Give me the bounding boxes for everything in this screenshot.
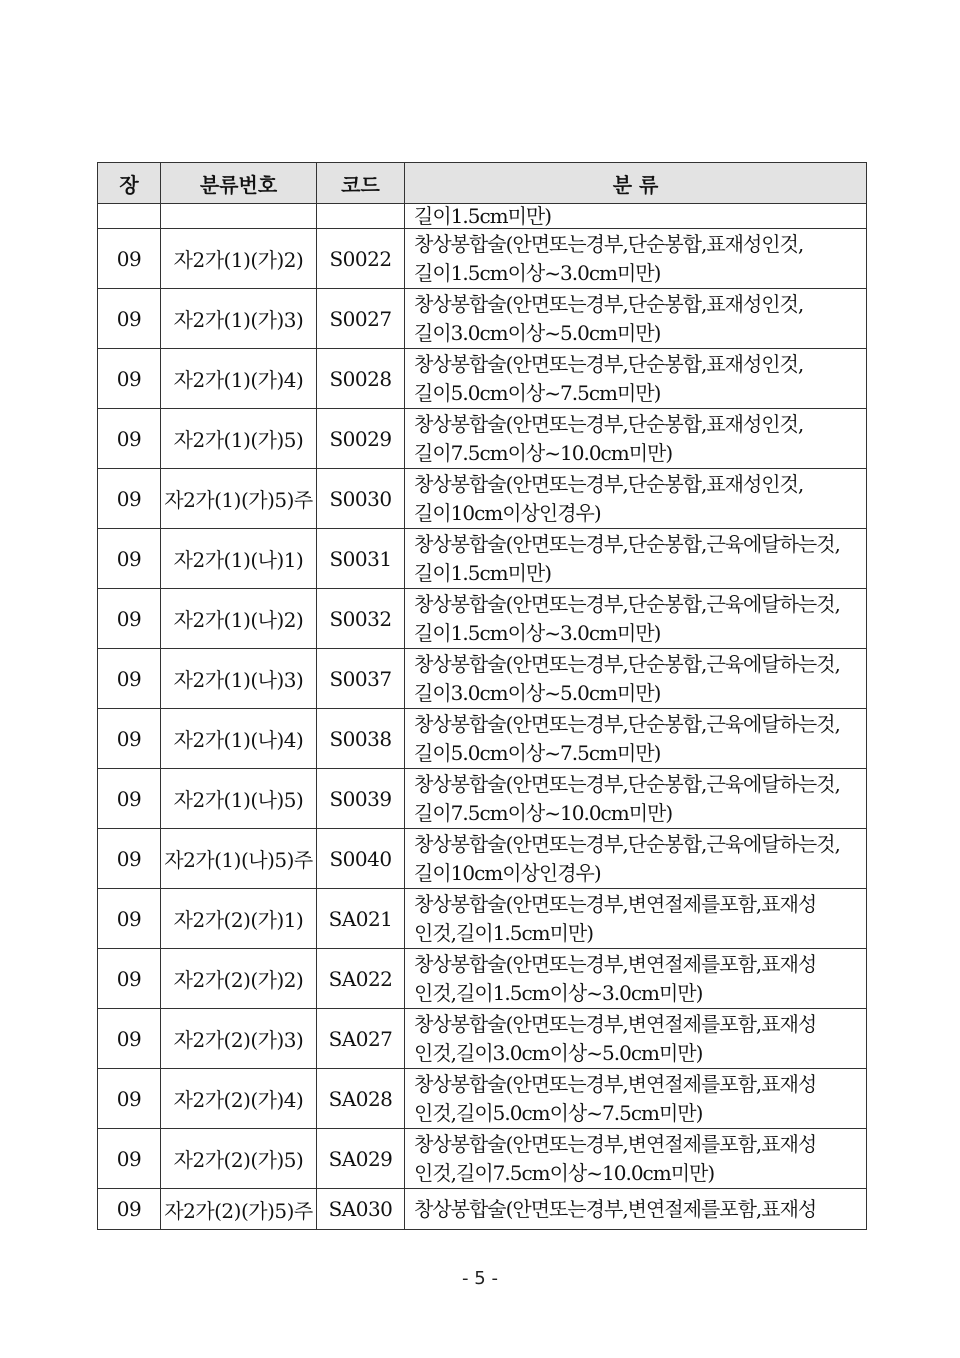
classification-line: 인것,길이3.0cm이상~5.0cm미만) [414, 1041, 703, 1065]
classification-cell [405, 409, 867, 469]
classification-line: 길이5.0cm이상~7.5cm미만) [414, 381, 661, 405]
class-number-cell [161, 204, 317, 229]
code-cell: S0022 [317, 229, 405, 289]
header-code: 코드 [317, 163, 405, 204]
table-header-row [98, 163, 867, 204]
classification-cell [405, 1009, 867, 1069]
code-cell: S0030 [317, 469, 405, 529]
code-cell: S0039 [317, 769, 405, 829]
chapter-cell: 09 [98, 769, 161, 829]
table-row [98, 289, 867, 349]
code-cell: S0038 [317, 709, 405, 769]
classification-line: 창상봉합술(안면또는경부,단순봉합,근육에달하는것, [414, 652, 840, 676]
class-number-cell: 자2가(1)(나)5)주 [161, 829, 317, 889]
code-cell: S0032 [317, 589, 405, 649]
class-number-cell: 자2가(1)(가)2) [161, 229, 317, 289]
classification-line: 창상봉합술(안면또는경부,단순봉합,근육에달하는것, [414, 712, 840, 736]
classification-cell [405, 229, 867, 289]
chapter-cell: 09 [98, 949, 161, 1009]
class-number-cell: 자2가(2)(가)5)주 [161, 1189, 317, 1230]
class-number-cell: 자2가(1)(가)3) [161, 289, 317, 349]
table-row [98, 1189, 867, 1230]
code-cell: S0028 [317, 349, 405, 409]
code-cell: SA027 [317, 1009, 405, 1069]
classification-table [97, 162, 867, 1230]
classification-line: 창상봉합술(안면또는경부,단순봉합,표재성인것, [414, 232, 804, 256]
classification-line: 창상봉합술(안면또는경부,변연절제를포함,표재성 [414, 892, 817, 916]
classification-line: 길이7.5cm이상~10.0cm미만) [414, 441, 673, 465]
code-cell [317, 204, 405, 229]
chapter-cell: 09 [98, 289, 161, 349]
classification-line: 창상봉합술(안면또는경부,변연절제를포함,표재성 [414, 1132, 817, 1156]
table-row [98, 949, 867, 1009]
classification-line: 길이1.5cm미만) [414, 561, 552, 585]
table-row [98, 409, 867, 469]
code-cell: SA028 [317, 1069, 405, 1129]
chapter-cell: 09 [98, 1069, 161, 1129]
classification-cell [405, 469, 867, 529]
table-row [98, 709, 867, 769]
class-number-cell: 자2가(2)(가)5) [161, 1129, 317, 1189]
class-number-cell: 자2가(1)(나)5) [161, 769, 317, 829]
class-number-cell: 자2가(2)(가)2) [161, 949, 317, 1009]
classification-cell [405, 589, 867, 649]
class-number-cell: 자2가(1)(나)1) [161, 529, 317, 589]
chapter-cell: 09 [98, 1189, 161, 1230]
code-cell: SA029 [317, 1129, 405, 1189]
code-cell: S0037 [317, 649, 405, 709]
classification-line: 창상봉합술(안면또는경부,단순봉합,표재성인것, [414, 292, 804, 316]
classification-line: 길이3.0cm이상~5.0cm미만) [414, 321, 661, 345]
class-number-cell: 자2가(1)(나)2) [161, 589, 317, 649]
classification-line: 창상봉합술(안면또는경부,단순봉합,근육에달하는것, [414, 592, 840, 616]
classification-cell [405, 649, 867, 709]
code-cell: S0027 [317, 289, 405, 349]
header-classification: 분 류 [405, 163, 867, 204]
class-number-cell: 자2가(1)(나)3) [161, 649, 317, 709]
classification-line: 창상봉합술(안면또는경부,변연절제를포함,표재성 [414, 1012, 817, 1036]
classification-line: 창상봉합술(안면또는경부,단순봉합,표재성인것, [414, 352, 804, 376]
chapter-cell: 09 [98, 349, 161, 409]
table-row [98, 1069, 867, 1129]
chapter-cell: 09 [98, 469, 161, 529]
classification-cell [405, 889, 867, 949]
class-number-cell: 자2가(2)(가)1) [161, 889, 317, 949]
classification-cell [405, 1189, 867, 1230]
code-cell: SA022 [317, 949, 405, 1009]
table-row [98, 769, 867, 829]
class-number-cell: 자2가(1)(가)4) [161, 349, 317, 409]
page-number: - 5 - [462, 1268, 498, 1289]
classification-cell [405, 529, 867, 589]
class-number-cell: 자2가(2)(가)3) [161, 1009, 317, 1069]
table-row [98, 649, 867, 709]
header-chapter: 장 [98, 163, 161, 204]
classification-line: 인것,길이1.5cm미만) [414, 921, 594, 945]
classification-line: 창상봉합술(안면또는경부,단순봉합,근육에달하는것, [414, 832, 840, 856]
chapter-cell: 09 [98, 829, 161, 889]
table-row [98, 529, 867, 589]
classification-line: 인것,길이5.0cm이상~7.5cm미만) [414, 1101, 703, 1125]
chapter-cell: 09 [98, 649, 161, 709]
classification-line: 길이1.5cm이상~3.0cm미만) [414, 621, 661, 645]
class-number-cell: 자2가(1)(나)4) [161, 709, 317, 769]
chapter-cell [98, 204, 161, 229]
chapter-cell: 09 [98, 1129, 161, 1189]
classification-cell [405, 349, 867, 409]
classification-line: 길이10cm이상인경우) [414, 501, 601, 525]
classification-cell [405, 1129, 867, 1189]
classification-line: 길이10cm이상인경우) [414, 861, 601, 885]
class-number-cell: 자2가(2)(가)4) [161, 1069, 317, 1129]
table-row [98, 889, 867, 949]
table-row [98, 1129, 867, 1189]
code-cell: S0040 [317, 829, 405, 889]
classification-line: 창상봉합술(안면또는경부,단순봉합,표재성인것, [414, 472, 804, 496]
table-row [98, 349, 867, 409]
class-number-cell: 자2가(1)(가)5) [161, 409, 317, 469]
header-class-number: 분류번호 [161, 163, 317, 204]
classification-cell [405, 1069, 867, 1129]
class-number-cell: 자2가(1)(가)5)주 [161, 469, 317, 529]
classification-cell [405, 829, 867, 889]
classification-cell [405, 204, 867, 229]
code-cell: SA030 [317, 1189, 405, 1230]
classification-line: 길이7.5cm이상~10.0cm미만) [414, 801, 673, 825]
code-cell: S0029 [317, 409, 405, 469]
table-row [98, 589, 867, 649]
classification-line: 길이3.0cm이상~5.0cm미만) [414, 681, 661, 705]
chapter-cell: 09 [98, 529, 161, 589]
classification-cell [405, 949, 867, 1009]
table-row [98, 469, 867, 529]
classification-line: 인것,길이7.5cm이상~10.0cm미만) [414, 1161, 715, 1185]
classification-line: 길이5.0cm이상~7.5cm미만) [414, 741, 661, 765]
classification-cell [405, 769, 867, 829]
classification-line: 길이1.5cm이상~3.0cm미만) [414, 261, 661, 285]
chapter-cell: 09 [98, 409, 161, 469]
table-row [98, 204, 867, 229]
classification-cell [405, 709, 867, 769]
classification-line: 인것,길이1.5cm이상~3.0cm미만) [414, 981, 703, 1005]
chapter-cell: 09 [98, 709, 161, 769]
classification-cell [405, 289, 867, 349]
classification-line: 창상봉합술(안면또는경부,변연절제를포함,표재성 [414, 1196, 817, 1221]
table-row [98, 229, 867, 289]
classification-line: 창상봉합술(안면또는경부,변연절제를포함,표재성 [414, 952, 817, 976]
classification-line: 창상봉합술(안면또는경부,단순봉합,근육에달하는것, [414, 772, 840, 796]
chapter-cell: 09 [98, 589, 161, 649]
classification-line: 길이1.5cm미만) [414, 205, 552, 227]
code-cell: S0031 [317, 529, 405, 589]
classification-line: 창상봉합술(안면또는경부,변연절제를포함,표재성 [414, 1072, 817, 1096]
classification-line: 창상봉합술(안면또는경부,단순봉합,근육에달하는것, [414, 532, 840, 556]
chapter-cell: 09 [98, 1009, 161, 1069]
table-row [98, 829, 867, 889]
chapter-cell: 09 [98, 889, 161, 949]
table-row [98, 1009, 867, 1069]
code-cell: SA021 [317, 889, 405, 949]
chapter-cell: 09 [98, 229, 161, 289]
classification-line: 창상봉합술(안면또는경부,단순봉합,표재성인것, [414, 412, 804, 436]
